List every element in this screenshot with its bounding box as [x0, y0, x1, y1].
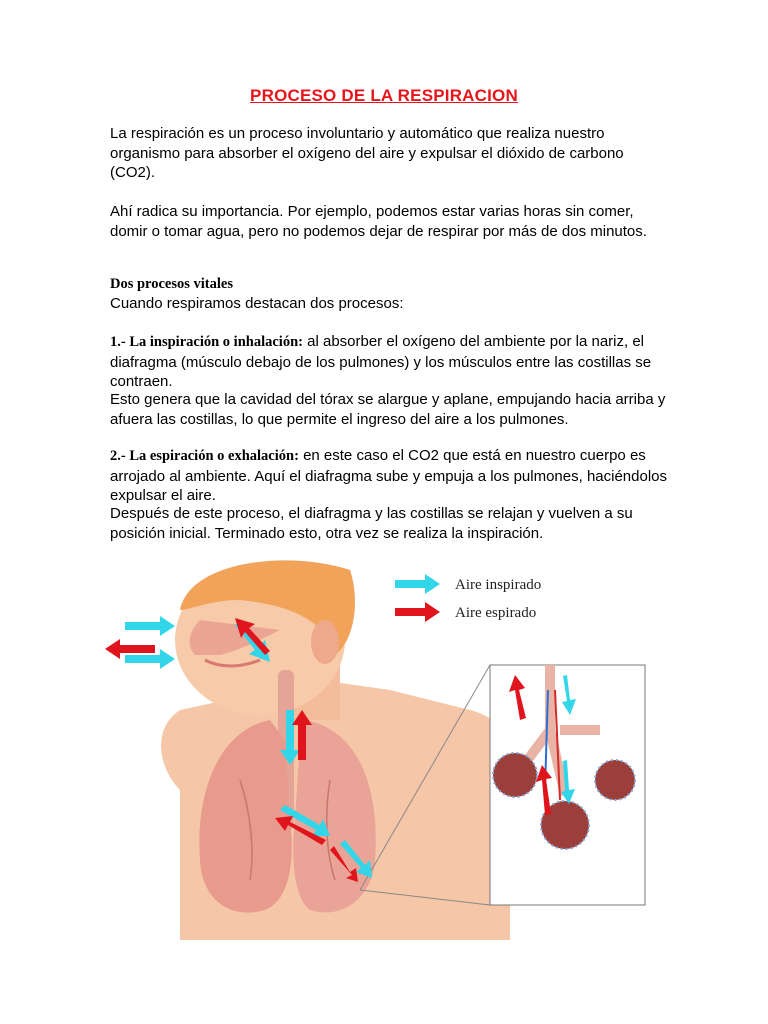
importance-paragraph: Ahí radica su importancia. Por ejemplo, podemos estar varias horas sin comer, domir o tomar agua, pero no podemos dejar de respirar por más de dos minutos. [110, 203, 647, 240]
expired-air-arrow-icon [395, 602, 440, 622]
legend-expired-label: Aire espirado [455, 605, 537, 621]
expiration-item [110, 446, 670, 506]
inspiration-item [110, 332, 670, 392]
legend-inspired-label: Aire inspirado [455, 577, 542, 593]
expiration-detail: Después de este proceso, el diafragma y las costillas se relajan y vuelven a su posición inicial. Terminado esto, otra vez se realiza la inspiración. [110, 505, 633, 542]
inspiration-detail: Esto genera que la cavidad del tórax se alargue y aplane, empujando hacia arriba y afuera las costillas, lo que permite el ingreso del aire a los pulmones. [110, 391, 666, 428]
figure-legend [395, 574, 541, 622]
section-heading: Dos procesos vitales [110, 276, 233, 292]
page-title: PROCESO DE LA RESPIRACION [250, 86, 518, 105]
section-intro: Cuando respiramos destacan dos procesos: [110, 295, 404, 312]
respiratory-system-illustration [90, 560, 660, 940]
inspired-air-arrow-icon [395, 574, 440, 594]
inspiration-text: al absorber el oxígeno del ambiente por la nariz, el diafragma (músculo debajo de los pulmones) y los músculos entre las costillas se contraen. [110, 333, 652, 391]
intro-paragraph: La respiración es un proceso involuntario y automático que realiza nuestro organismo para absorber el oxígeno del aire y expulsar el dióxido de carbono (CO2). [110, 125, 624, 182]
expiration-text: en este caso el CO2 que está en nuestro cuerpo es arrojado al ambiente. Aquí el diafragma sube y empuja a los pulmones, haciéndolos expulsar el aire. [110, 447, 668, 505]
expiration-label: 2.- La espiración o exhalación: [110, 448, 299, 464]
inspiration-label: 1.- La inspiración o inhalación: [110, 334, 303, 350]
